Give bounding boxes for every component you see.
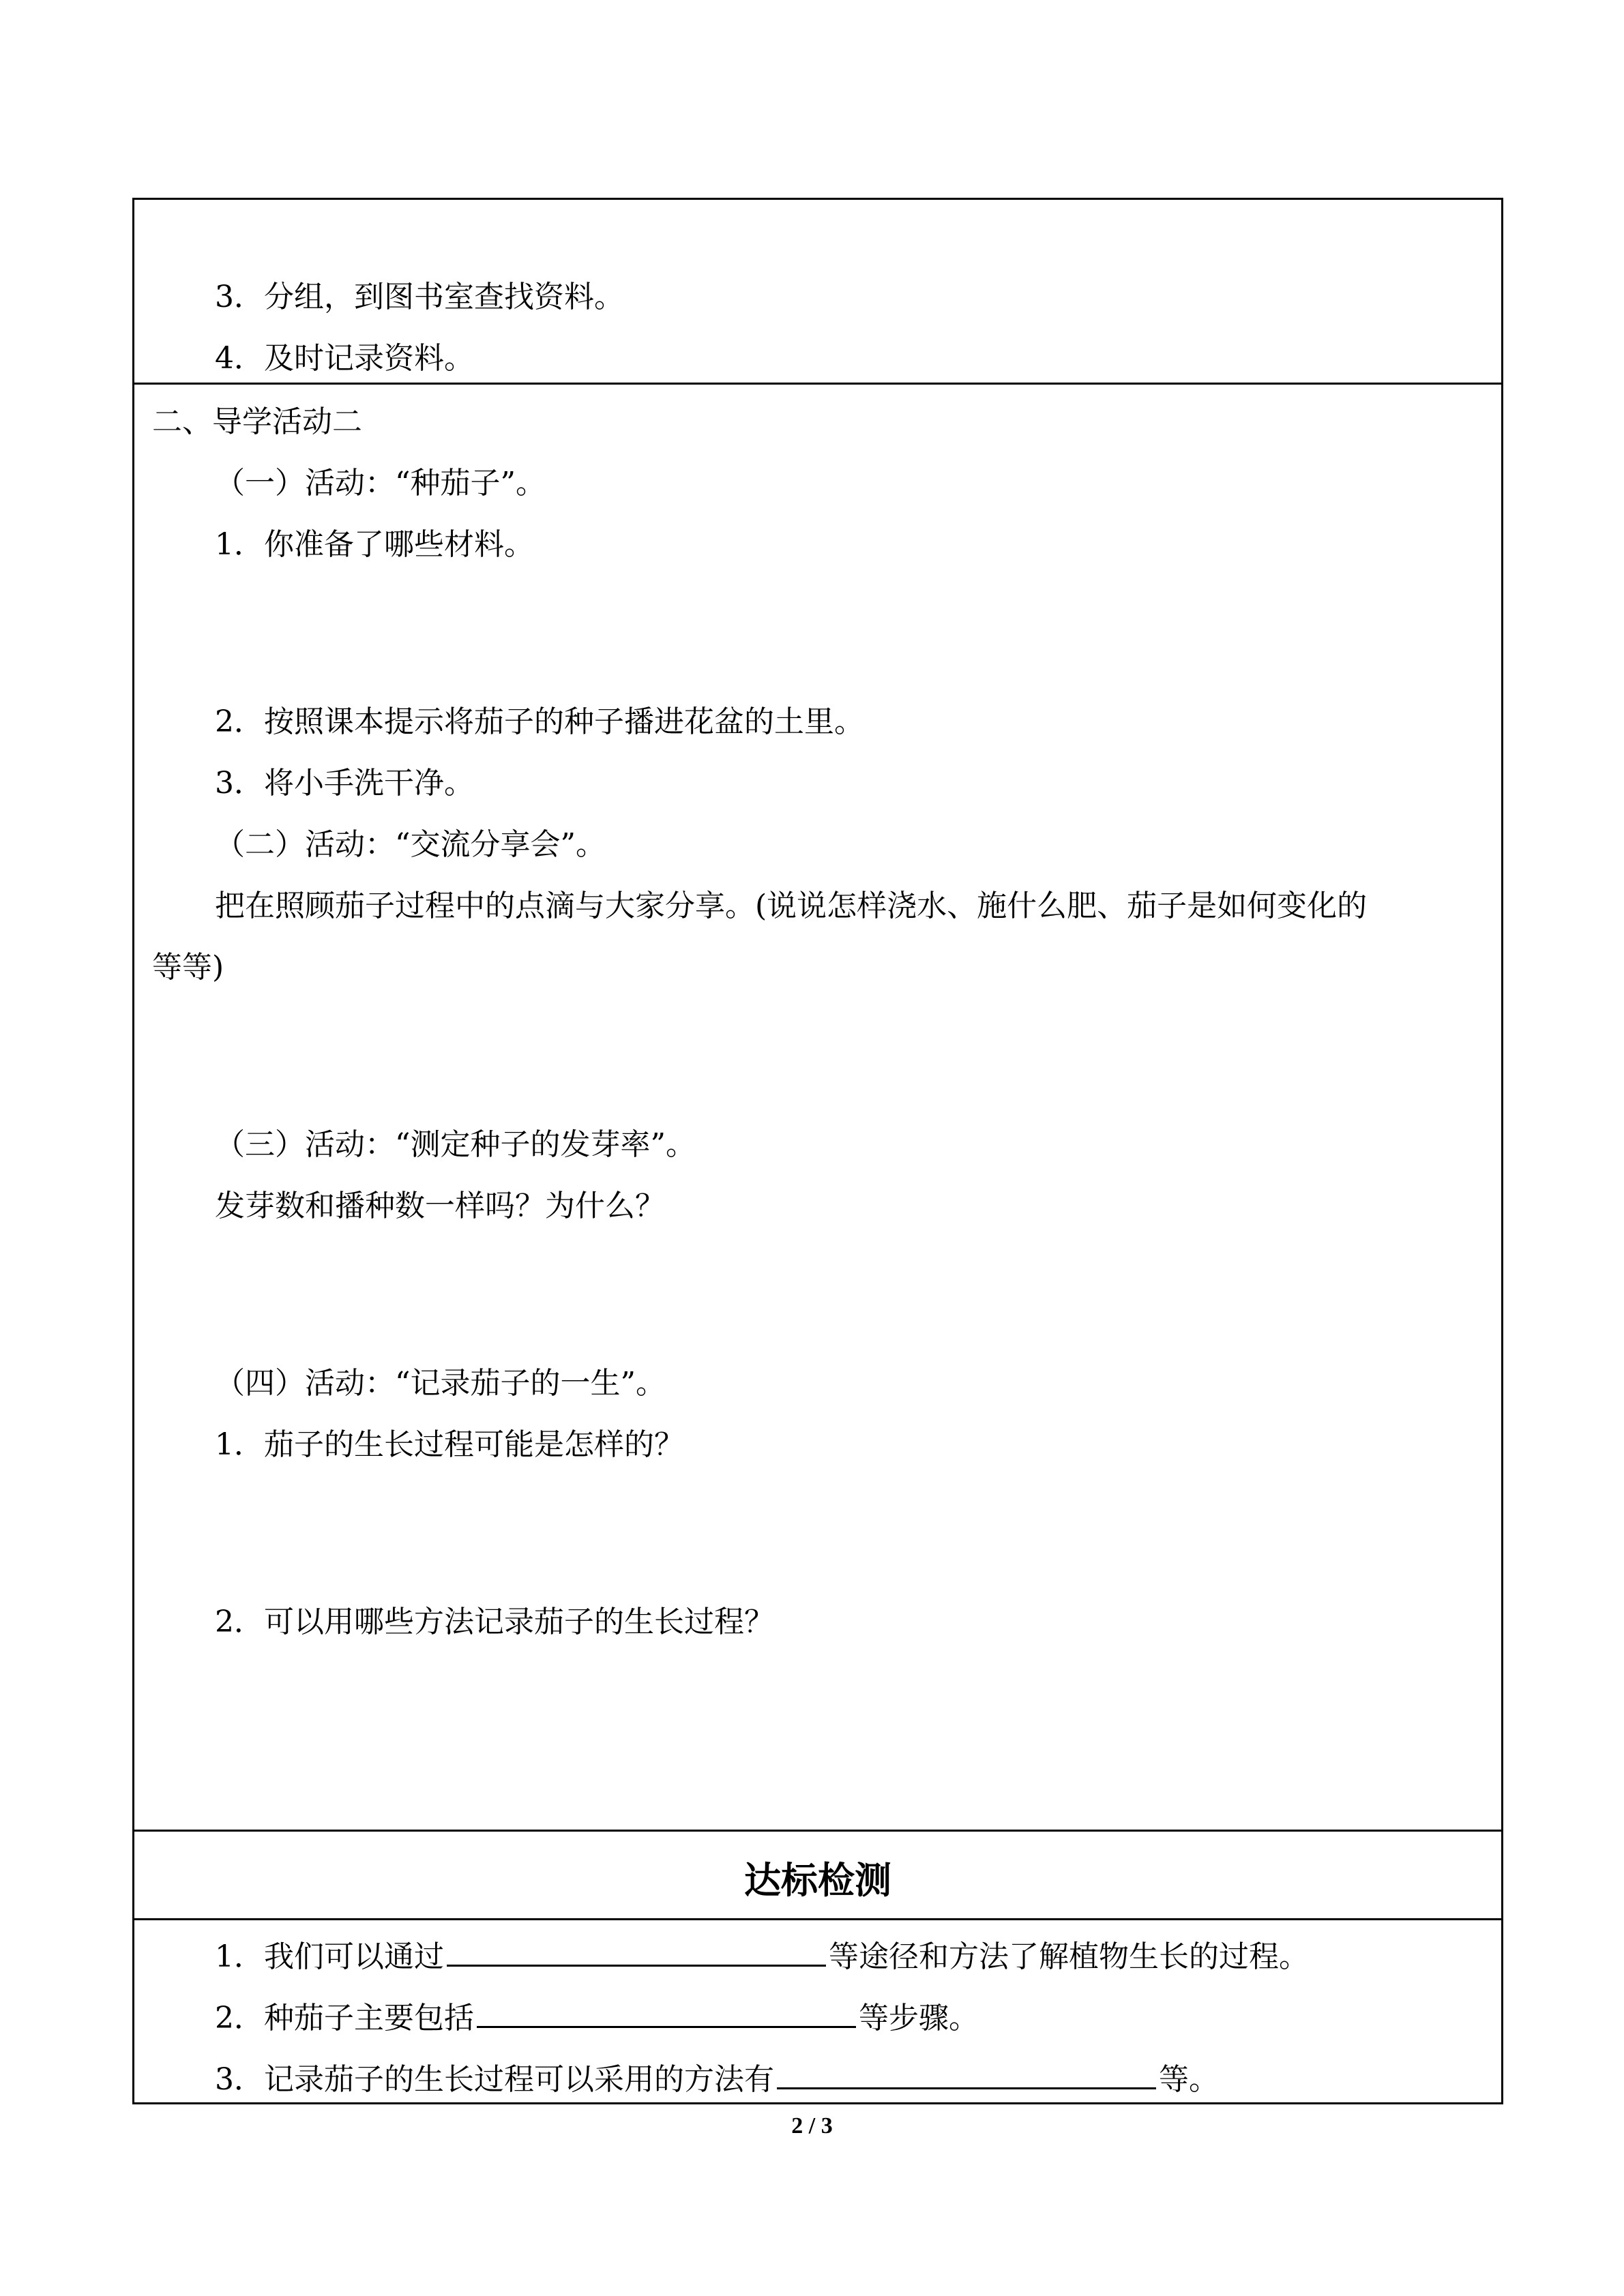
- activity-4-question-1: 1．茄子的生长过程可能是怎样的？: [215, 1427, 684, 1462]
- worksheet-table: [132, 198, 1503, 2104]
- activity-4-title: （四）活动：“记录茄子的一生”。: [215, 1366, 666, 1401]
- answer-blank-1[interactable]: [447, 1935, 826, 1967]
- row-divider: [134, 383, 1501, 385]
- item-2-prompt: 2．种茄子主要包括: [215, 2001, 474, 2036]
- activity-2-text-line-1: 把在照顾茄子过程中的点滴与大家分享。(说说怎样浇水、施什么肥、茄子是如何变化的: [215, 889, 1368, 923]
- item-1-prompt: 1．我们可以通过: [215, 1939, 444, 1974]
- activity-2-title: （二）活动：“交流分享会”。: [215, 827, 606, 862]
- row-divider: [134, 1830, 1501, 1832]
- assessment-item-1: [215, 1935, 1309, 1976]
- item-2-suffix: 等步骤。: [859, 2001, 979, 2036]
- answer-blank-2[interactable]: [477, 1996, 856, 2028]
- activity-3-question: 发芽数和播种数一样吗？为什么？: [215, 1189, 665, 1223]
- activity-1-title: （一）活动：“种茄子”。: [215, 466, 546, 501]
- step-3-text: 3．分组，到图书室查找资料。: [215, 280, 624, 314]
- activity-1-question-1: 1．你准备了哪些材料。: [215, 527, 534, 562]
- item-3-prompt: 3．记录茄子的生长过程可以采用的方法有: [215, 2062, 774, 2097]
- activity-3-title: （三）活动：“测定种子的发芽率”。: [215, 1127, 696, 1162]
- row-divider: [134, 1918, 1501, 1920]
- section-heading: 二、导学活动二: [152, 404, 362, 439]
- assessment-title: 达标检测: [744, 1859, 891, 1902]
- activity-4-question-2: 2．可以用哪些方法记录茄子的生长过程？: [215, 1605, 774, 1639]
- step-4-text: 4．及时记录资料。: [215, 341, 474, 376]
- assessment-item-3: [215, 2057, 1219, 2098]
- activity-1-question-2: 2．按照课本提示将茄子的种子播进花盆的土里。: [215, 704, 864, 739]
- assessment-item-2: [215, 1996, 979, 2037]
- activity-2-text-line-2: 等等): [152, 950, 224, 985]
- item-3-suffix: 等。: [1159, 2062, 1219, 2097]
- activity-1-question-3: 3．将小手洗干净。: [215, 766, 474, 801]
- answer-blank-3[interactable]: [777, 2057, 1156, 2089]
- item-1-suffix: 等途径和方法了解植物生长的过程。: [829, 1939, 1309, 1974]
- page-number: 2 / 3: [791, 2113, 833, 2138]
